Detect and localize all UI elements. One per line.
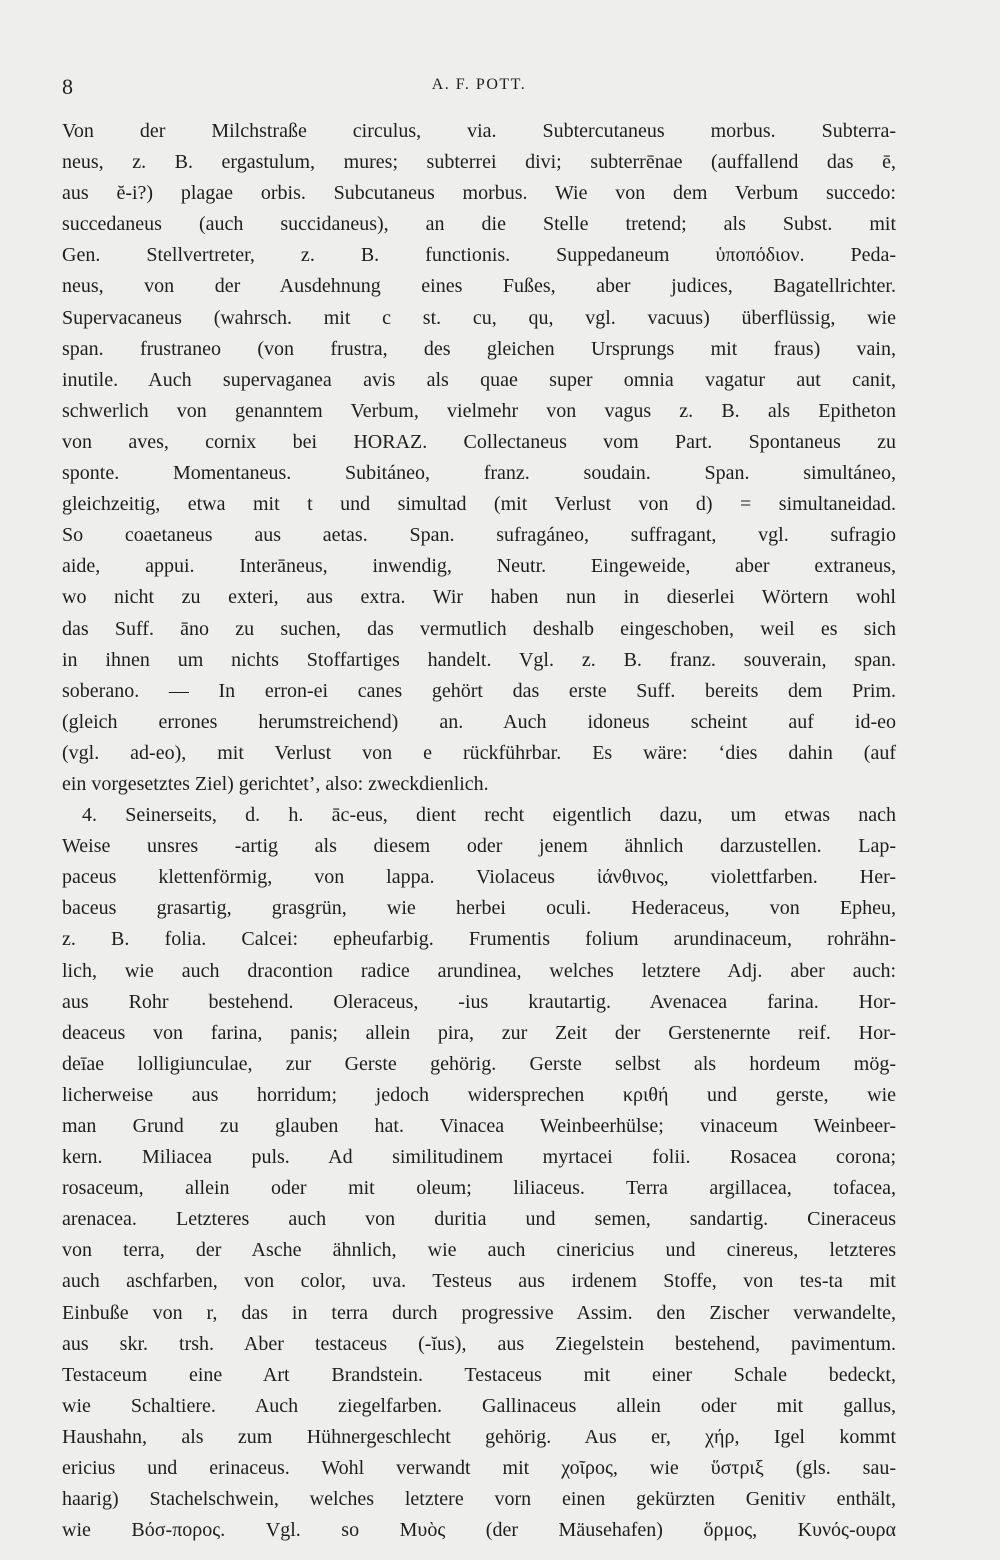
text-line: wie Βόσ-πορος. Vgl. so Μυὸς (der Mäusehafen) ὅρμος, Κυνός-ουρα — [62, 1519, 896, 1542]
text-line: von terra, der Asche ähnlich, wie auch cinericius und cinereus, letzteres — [62, 1239, 896, 1262]
text-line: 4. Seinerseits, d. h. āc-eus, dient recht eigentlich dazu, um etwas nach — [82, 804, 896, 827]
text-line: neus, z. B. ergastulum, mures; subterrei divi; subterrēnae (auffallend das ē, — [62, 151, 896, 174]
text-line: deīae lolligiunculae, zur Gerste gehörig. Gerste selbst als hordeum mög- — [62, 1052, 896, 1075]
text-line: neus, von der Ausdehnung eines Fußes, aber judices, Bagatellrichter. — [62, 275, 896, 298]
text-line: sponte. Momentaneus. Subitáneo, franz. soudain. Span. simultáneo, — [62, 462, 896, 485]
text-line: (vgl. ad-eo), mit Verlust von e rückführbar. Es wäre: ʻdies dahin (auf — [62, 741, 896, 764]
text-line: aus Rohr bestehend. Oleraceus, -ius krautartig. Avenacea farina. Hor- — [62, 990, 896, 1013]
page-header — [62, 74, 896, 114]
text-line: So coaetaneus aus aetas. Span. sufragáneo, suffragant, vgl. sufragio — [62, 524, 896, 547]
text-line: Gen. Stellvertreter, z. B. functionis. Suppedaneum ὑποπόδιον. Peda- — [62, 244, 896, 267]
text-line: das Suff. āno zu suchen, das vermutlich deshalb eingeschoben, weil es sich — [62, 617, 896, 640]
text-line: auch aschfarben, von color, uva. Testeus aus irdenem Stoffe, von tes-ta mit — [62, 1270, 896, 1293]
text-line: paceus klettenförmig, von lappa. Violaceus ἰάνθινος, violettfarben. Her- — [62, 866, 896, 889]
text-line: Testaceum eine Art Brandstein. Testaceus mit einer Schale bedeckt, — [62, 1363, 896, 1386]
text-line: baceus grasartig, grasgrün, wie herbei oculi. Hederaceus, von Epheu, — [62, 897, 896, 920]
text-line: ein vorgesetztes Ziel) gerichtet’, also: zweckdienlich. — [62, 772, 489, 795]
text-line: von aves, cornix bei HORAZ. Collectaneus vom Part. Spontaneus zu — [62, 430, 896, 453]
text-line: Von der Milchstraße circulus, via. Subtercutaneus morbus. Subterra- — [62, 120, 896, 142]
text-line: Einbuße von r, das in terra durch progressive Assim. den Zischer verwandelte, — [62, 1301, 896, 1324]
text-line: man Grund zu glauben hat. Vinacea Weinbeerhülse; vinaceum Weinbeer- — [62, 1115, 896, 1137]
text-line: rosaceum, allein oder mit oleum; liliaceus. Terra argillacea, tofacea, — [62, 1177, 896, 1200]
text-line: Supervacaneus (wahrsch. mit c st. cu, qu, vgl. vacuus) überflüssig, wie — [62, 306, 896, 329]
text-line: arenacea. Letzteres auch von duritia und semen, sandartig. Cineraceus — [62, 1208, 896, 1231]
text-line: licherweise aus horridum; jedoch widersprechen κριθή und gerste, wie — [62, 1083, 896, 1106]
text-line: z. B. folia. Calcei: epheufarbig. Frumentis folium arundinaceum, rohrähn- — [62, 928, 896, 951]
text-line: aus skr. trsh. Aber testaceus (-ĭus), aus Ziegelstein bestehend, pavimentum. — [62, 1332, 896, 1355]
text-line: inutile. Auch supervaganea avis als quae super omnia vagatur aut canit, — [62, 368, 896, 391]
text-line: aide, appui. Interāneus, inwendig, Neutr. Eingeweide, aber extraneus, — [62, 555, 896, 578]
text-line: gleichzeitig, etwa mit t und simultad (mit Verlust von d) = simultaneidad. — [62, 493, 896, 516]
text-line: aus ĕ-i?) plagae orbis. Subcutaneus morbus. Wie von dem Verbum succedo: — [62, 182, 896, 205]
text-line: (gleich errones herumstreichend) an. Auch idoneus scheint auf id-eo — [62, 710, 896, 733]
text-line: schwerlich von genanntem Verbum, vielmehr von vagus z. B. als Epitheton — [62, 399, 896, 422]
text-line: ericius und erinaceus. Wohl verwandt mit χοῖρος, wie ὕστριξ (gls. sau- — [62, 1457, 896, 1480]
text-line: lich, wie auch dracontion radice arundinea, welches letztere Adj. aber auch: — [62, 959, 896, 982]
text-line: Haushahn, als zum Hühnergeschlecht gehörig. Aus er, χήρ, Igel kommt — [62, 1425, 896, 1448]
text-line: succedaneus (auch succidaneus), an die Stelle tretend; als Subst. mit — [62, 213, 896, 236]
text-line: wie Schaltiere. Auch ziegelfarben. Gallinaceus allein oder mit gallus, — [62, 1394, 896, 1417]
running-title: A. F. POTT. — [431, 76, 527, 93]
text-line: in ihnen um nichts Stoffartiges handelt. Vgl. z. B. franz. souverain, span. — [62, 648, 896, 671]
text-line: haarig) Stachelschwein, welches letztere vorn einen gekürzten Genitiv enthält, — [62, 1488, 896, 1511]
text-line: soberano. — In erron-ei canes gehört das erste Suff. bereits dem Prim. — [62, 679, 896, 702]
text-line: Weise unsres -artig als diesem oder jenem ähnlich darzustellen. Lap- — [62, 835, 896, 858]
text-line: kern. Miliacea puls. Ad similitudinem myrtacei folii. Rosacea corona; — [62, 1146, 896, 1169]
text-line: deaceus von farina, panis; allein pira, zur Zeit der Gerstenernte reif. Hor- — [62, 1021, 896, 1044]
body-text — [62, 116, 896, 1546]
text-line: span. frustraneo (von frustra, des gleichen Ursprungs mit fraus) vain, — [62, 337, 896, 360]
text-line: wo nicht zu exteri, aus extra. Wir haben nun in dieserlei Wörtern wohl — [62, 586, 896, 609]
page-number: 8 — [62, 74, 73, 99]
